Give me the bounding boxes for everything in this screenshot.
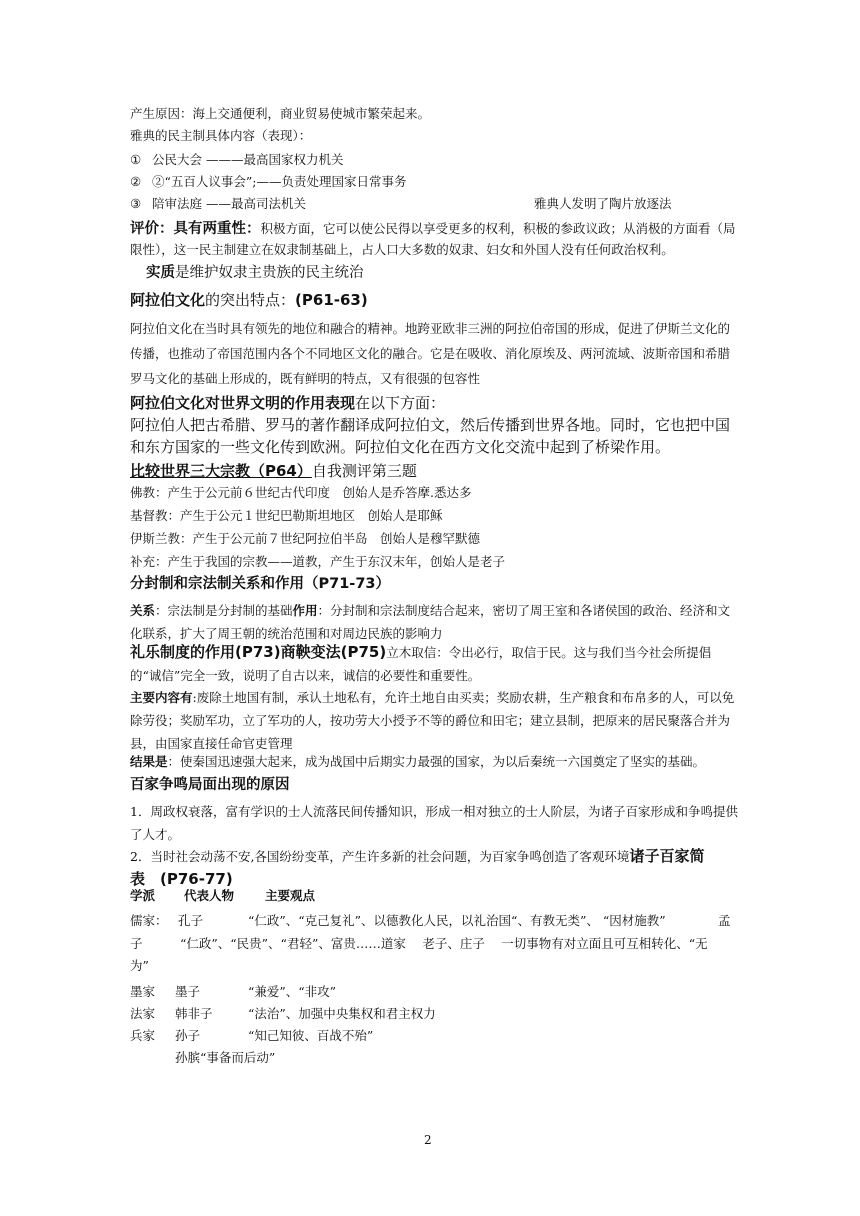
arab-role-paragraph: 阿拉伯人把古希腊、罗马的著作翻译成阿拉伯文，然后传播到世界各地。同时，它也把中国和东方国家的一些文化传到欧洲。阿拉伯文化在西方文化交流中起到了桥梁作用。 <box>130 416 731 456</box>
religion-item: 基督教：产生于公元１世纪巴勒斯坦地区 创始人是耶稣 <box>130 508 443 523</box>
reason-item: 1．周政权衰落，富有学识的士人流落民间传播知识，形成一相对独立的士人阶层，为诸子百家形成和争鸣提供了人才。 <box>130 804 738 842</box>
heading-bold: 阿拉伯文化对世界文明的作用表现 <box>130 394 356 412</box>
evaluation-label: 评价：具有两重性： <box>130 221 261 237</box>
table-header-school: 学派 <box>130 888 156 903</box>
side-note: 雅典人发明了陶片放逐法 <box>534 196 672 211</box>
school-name: 墨家 <box>130 984 156 999</box>
evaluation-text: 积极方面，它可以使公民得以享受更多的权利，积极的参政议政；从消极的方面看（局限性），这一民主制建立在奴隶制基础上，占人口大多数的奴隶、妇女和外国人没有任何政治权利。 <box>130 221 736 257</box>
person-name: 墨子 <box>175 984 201 999</box>
school-name: 兵家 <box>130 1028 156 1043</box>
school-view: “仁政”、“克己复礼”、以德教化人民，以礼治国“、有教无类”、 “因材施教” <box>248 913 666 928</box>
heading-normal: 在以下方面： <box>355 394 446 412</box>
essence-text: 是维护奴隶主贵族的民主统治 <box>175 265 364 281</box>
section-heading: 百家争鸣局面出现的原因 <box>130 777 290 793</box>
school-name: 儒家： <box>130 913 168 928</box>
list-text: 陪审法庭 ——最高司法机关 <box>152 196 306 211</box>
arab-culture-paragraph: 阿拉伯文化在当时具有领先的地位和融合的精神。地跨亚欧非三洲的阿拉伯帝国的形成，促进了伊斯兰文化的传播，也推动了帝国范围内各个不同地区文化的融合。它是在吸收、消化原埃及、两河流域、波斯帝国和希腊罗马文化的基础上形成的，既有鲜明的特点，又有很强的包容性 <box>130 321 731 386</box>
text-line: 产生原因：海上交通便利，商业贸易使城市繁荣起来。 <box>130 106 431 121</box>
reason-text: 2．当时社会动荡不安,各国纷纷变革，产生许多新的社会问题，为百家争鸣创造了客观环境 <box>130 849 630 864</box>
role-text: ：分封制和宗法制度结合起来，密切了周王室和各诸侯国的政治、经济和文化联系，扩大了周王朝的统治范围和对周边民族的影响力 <box>130 603 731 641</box>
evaluation-paragraph <box>130 218 740 260</box>
list-number: ③ <box>130 196 142 211</box>
text-line: 雅典的民主制具体内容（表现）： <box>130 128 312 143</box>
heading-underlined: 比较世界三大宗教（P64） <box>130 462 312 480</box>
list-text: ②“五百人议事会”;——负责处理国家日常事务 <box>152 174 407 189</box>
main-content-text: :废除土地国有制，承认土地私有，允许土地自由买卖；奖励农耕，生产粮食和布帛多的人，可以免除劳役；奖励军功，立了军功的人，按功劳大小授予不等的爵位和田宅；建立县制，把原来的居民聚落合并为县，由国家直接任命官吏管理 <box>130 690 735 751</box>
heading-page-ref: (P61-63) <box>295 291 368 309</box>
list-number: ① <box>130 152 142 167</box>
page-number: 2 <box>424 1133 432 1147</box>
list-number: ② <box>130 174 142 189</box>
religion-item: 伊斯兰教：产生于公元前７世纪阿拉伯半岛 创始人是穆罕默德 <box>130 531 481 546</box>
table-header-view: 主要观点 <box>265 888 316 903</box>
shang-yang-heading: 商鞅变法(P75) <box>280 643 387 661</box>
table-header-person: 代表人物 <box>184 888 235 903</box>
relation-label: 关系 <box>130 603 156 618</box>
person-name: 韩非子 <box>175 1006 213 1021</box>
essence-label: 实质 <box>146 265 175 281</box>
result-line <box>130 754 740 770</box>
religion-item: 佛教：产生于公元前６世纪古代印度 创始人是乔答摩.悉达多 <box>130 485 472 500</box>
relation-text: ：宗法制是分封制的基础 <box>155 603 293 618</box>
school-view: “知己知彼、百战不殆” <box>248 1028 374 1043</box>
section-heading <box>130 289 740 311</box>
role-label: 作用 <box>292 603 318 618</box>
school-view: “法治”、加强中央集权和君主权力 <box>248 1006 436 1021</box>
section-heading <box>130 392 740 414</box>
heading-normal: 的突出特点： <box>205 291 296 309</box>
reform-content-paragraph <box>130 686 740 755</box>
table-title: 诸子百家简 <box>629 847 705 865</box>
feudal-paragraph <box>130 599 740 645</box>
reason-item <box>130 845 740 891</box>
table-title-cont: 表 (P76-77) <box>130 870 233 888</box>
person-name: 孙子 <box>175 1028 201 1043</box>
main-content-label: 主要内容有 <box>130 690 193 705</box>
religion-item: 补充：产生于我国的宗教——道教，产生于东汉末年，创始人是老子 <box>130 554 506 569</box>
text-fragment: 孟 <box>718 913 731 928</box>
text-line: 孙膑“事备而后动” <box>175 1050 276 1065</box>
essence-line <box>146 263 756 283</box>
result-label: 结果是 <box>130 754 168 769</box>
section-heading <box>130 460 740 482</box>
rites-heading: 礼乐制度的作用(P73) <box>130 643 281 661</box>
heading-normal: 自我测评第三题 <box>311 462 417 480</box>
list-item <box>130 174 740 190</box>
rites-text: 立木取信：令出必行，取信于民。这与我们当今社会所提倡的“诚信”完全一致，说明了自古以来，诚信的必要性和重要性。 <box>130 645 712 683</box>
text-line: 为” <box>130 958 149 973</box>
list-text: 公民大会 ———最高国家权力机关 <box>152 152 344 167</box>
text-line: 子 “仁政”、“民贵”、“君轻”、富贵……道家 老子、庄子 一切事物有对立面且可互相转化、“无 <box>130 936 708 951</box>
rites-paragraph <box>130 641 740 687</box>
heading-bold: 阿拉伯文化 <box>130 291 206 309</box>
result-text: ：使秦国迅速强大起来，成为战国中后期实力最强的国家，为以后秦统一六国奠定了坚实的基础。 <box>167 754 706 769</box>
list-item <box>130 152 740 168</box>
school-name: 法家 <box>130 1006 156 1021</box>
section-heading: 分封制和宗法制关系和作用（P71-73） <box>130 576 391 592</box>
school-view: “兼爱”、“非攻” <box>248 984 337 999</box>
person-name: 孔子 <box>178 913 204 928</box>
